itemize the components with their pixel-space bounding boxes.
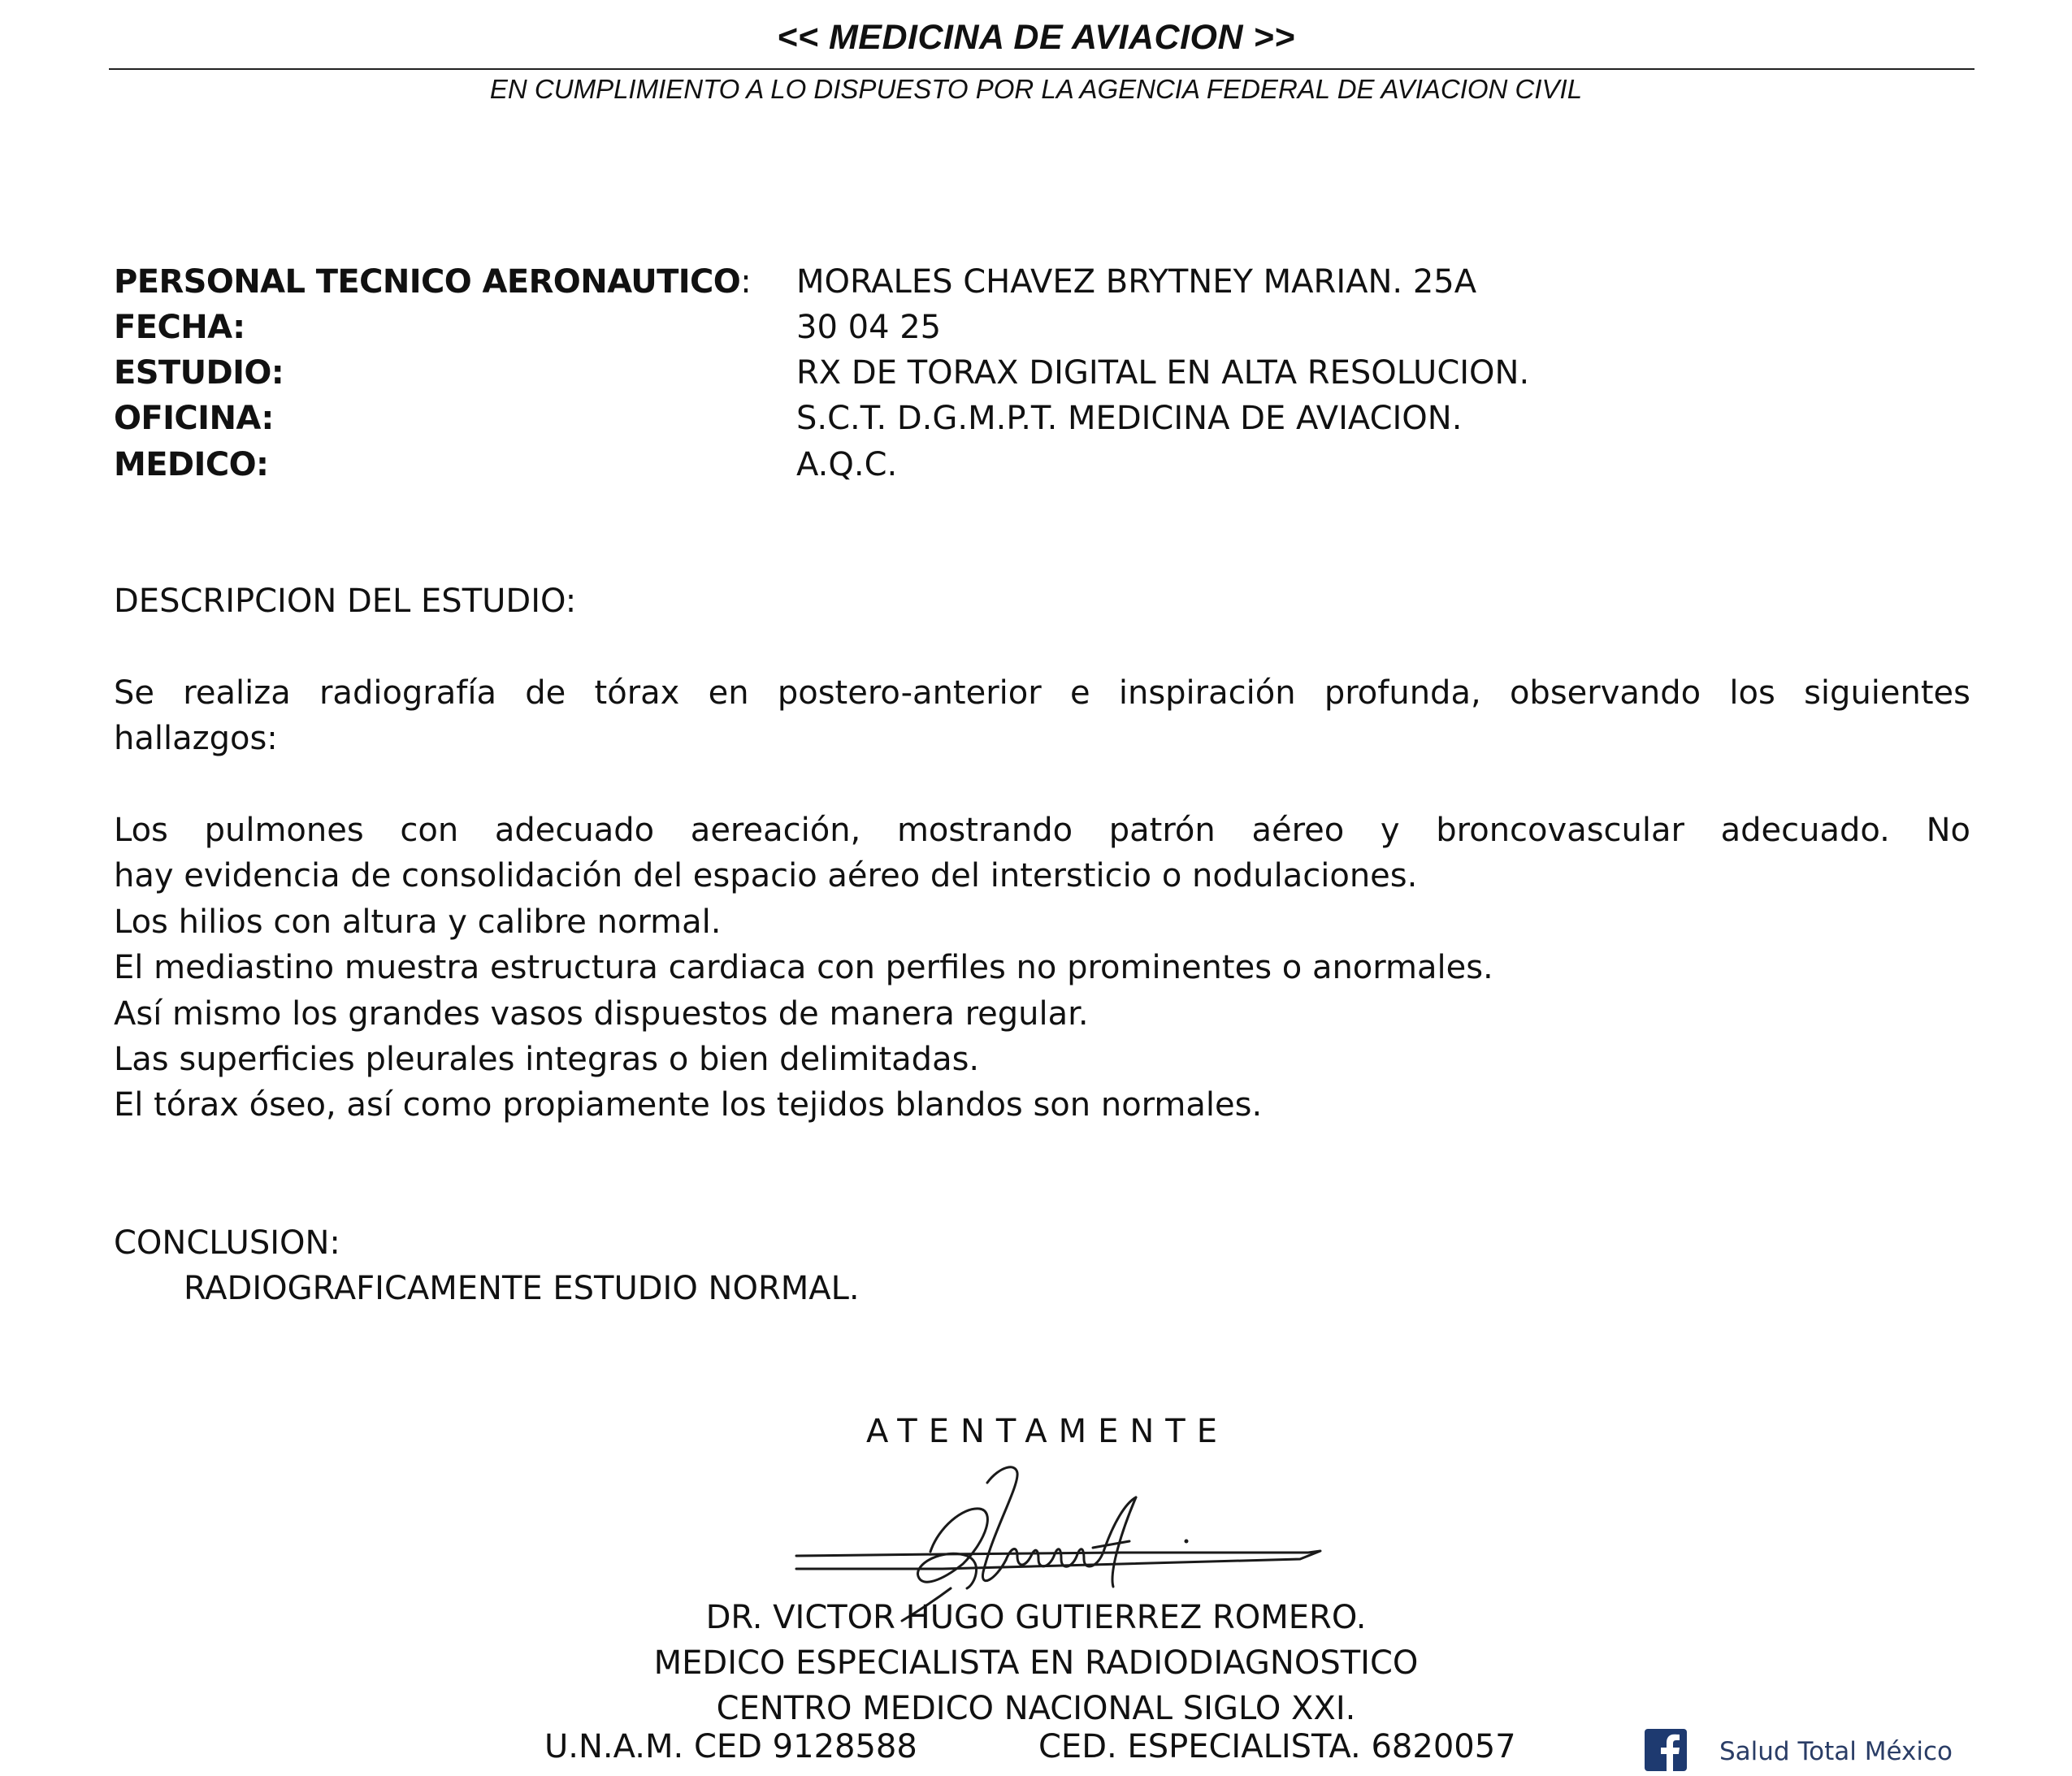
doctor-institution: CENTRO MEDICO NACIONAL SIGLO XXI. <box>716 1690 1356 1727</box>
info-value-oficina: S.C.T. D.G.M.P.T. MEDICINA DE AVIACION. <box>796 400 1463 437</box>
info-row-fecha <box>114 305 1983 350</box>
finding-line: El mediastino muestra estructura cardiaca con perfiles no prominentes o anormales. <box>114 949 1493 986</box>
finding-line: Las superficies pleurales integras o bien delimitadas. <box>114 1041 980 1078</box>
cedula-especialista: CED. ESPECIALISTA. 6820057 <box>1038 1728 1516 1765</box>
info-label-oficina: OFICINA: <box>114 400 274 437</box>
facebook-icon <box>1645 1729 1687 1771</box>
conclusion-text: RADIOGRAFICAMENTE ESTUDIO NORMAL. <box>184 1270 860 1307</box>
info-row-personal <box>114 259 1983 305</box>
info-row-oficina <box>114 396 1983 441</box>
closing-atentamente: ATENTAMENTE <box>866 1413 1229 1450</box>
doctor-name: DR. VICTOR HUGO GUTIERREZ ROMERO. <box>705 1599 1367 1636</box>
info-label-estudio: ESTUDIO: <box>114 354 284 392</box>
info-value-estudio: RX DE TORAX DIGITAL EN ALTA RESOLUCION. <box>796 354 1530 392</box>
finding-line: Los pulmones con adecuado aereación, mostrando patrón aéreo y broncovascular adecuado. No <box>114 812 1970 849</box>
doctor-specialty: MEDICO ESPECIALISTA EN RADIODIAGNOSTICO <box>653 1644 1419 1682</box>
info-value-fecha: 30 04 25 <box>796 309 942 346</box>
description-heading: DESCRIPCION DEL ESTUDIO: <box>114 583 577 620</box>
document-subtitle: EN CUMPLIMIENTO A LO DISPUESTO POR LA AGENCIA FEDERAL DE AVIACION CIVIL <box>489 74 1583 104</box>
info-label-personal: PERSONAL TECNICO AERONAUTICO: <box>114 263 752 301</box>
description-intro-line-1: Se realiza radiografía de tórax en postero-anterior e inspiración profunda, observando los siguientes <box>114 674 1970 712</box>
header-divider <box>109 68 1974 70</box>
finding-line: Así mismo los grandes vasos dispuestos de manera regular. <box>114 995 1089 1033</box>
info-label-fecha: FECHA: <box>114 309 245 346</box>
description-intro-line-2: hallazgos: <box>114 720 278 757</box>
info-label-medico: MEDICO: <box>114 446 269 483</box>
info-row-medico <box>114 442 1983 487</box>
finding-line: Los hilios con altura y calibre normal. <box>114 903 722 941</box>
cedula-unam: U.N.A.M. CED 9128588 <box>544 1728 917 1765</box>
info-row-estudio <box>114 350 1983 396</box>
finding-line: El tórax óseo, así como propiamente los tejidos blandos son normales. <box>114 1086 1263 1124</box>
watermark-text: Salud Total México <box>1719 1737 1953 1766</box>
document-title: << MEDICINA DE AVIACION >> <box>777 18 1295 57</box>
info-value-medico: A.Q.C. <box>796 446 898 483</box>
info-value-personal: MORALES CHAVEZ BRYTNEY MARIAN. 25A <box>796 263 1477 301</box>
conclusion-heading: CONCLUSION: <box>114 1224 340 1262</box>
finding-line: hay evidencia de consolidación del espacio aéreo del intersticio o nodulaciones. <box>114 857 1418 894</box>
